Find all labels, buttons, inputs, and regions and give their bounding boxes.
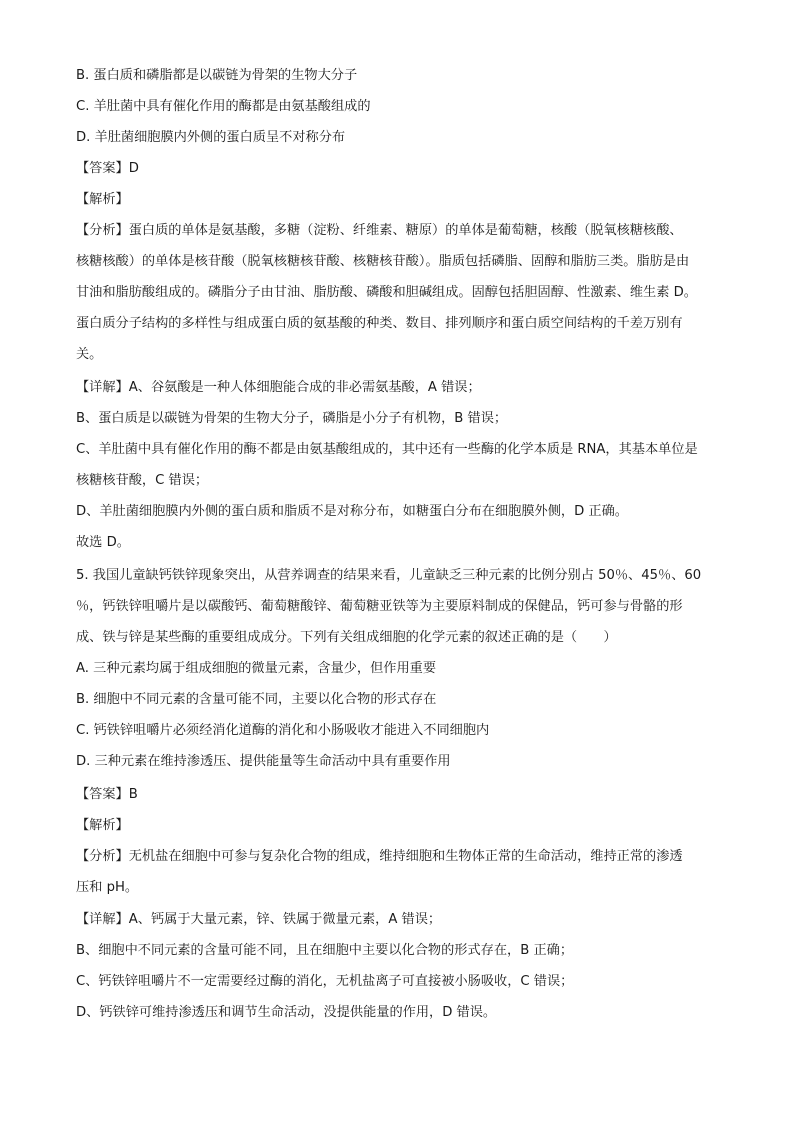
analysis-text-line: 甘油和脂肪酸组成的。磷脂分子由甘油、脂肪酸、磷酸和胆碱组成。固醇包括胆固醇、性激素、维生素 D。 (76, 285, 697, 300)
option-c: C. 钙铁锌咀嚼片必须经消化道酶的消化和小肠吸收才能进入不同细胞内 (76, 723, 490, 738)
detail-text-line: 核糖核苷酸，C 错误； (76, 473, 209, 488)
analysis-text-line: 压和 pH。 (76, 880, 139, 895)
option-b: B. 蛋白质和磷脂都是以碳链为骨架的生物大分子 (76, 68, 358, 83)
conclusion-line: 故选 D。 (76, 535, 130, 550)
detail-text-line: D、羊肚菌细胞膜内外侧的蛋白质和脂质不是对称分布，如糖蛋白分布在细胞膜外侧，D 正确。 (76, 504, 628, 519)
option-d: D. 三种元素在维持渗透压、提供能量等生命活动中具有重要作用 (76, 754, 451, 769)
analysis-text-line: 蛋白质分子结构的多样性与组成蛋白质的氨基酸的种类、数目、排列顺序和蛋白质空间结构的千差万别有 (76, 316, 683, 331)
option-d: D. 羊肚菌细胞膜内外侧的蛋白质呈不对称分布 (76, 130, 346, 145)
detail-text-line: B、细胞中不同元素的含量可能不同，且在细胞中主要以化合物的形式存在，B 正确； (76, 943, 574, 958)
detail-text-line: 【详解】A、谷氨酸是一种人体细胞能合成的非必需氨基酸，A 错误； (76, 380, 481, 395)
option-a: A. 三种元素均属于组成细胞的微量元素，含量少，但作用重要 (76, 661, 437, 676)
analysis-text-line: 【分析】蛋白质的单体是氨基酸，多糖（淀粉、纤维素、糖原）的单体是葡萄糖，核酸（脱氧核糖核酸、 (76, 223, 683, 238)
detail-text-line: D、钙铁锌可维持渗透压和调节生命活动，没提供能量的作用，D 错误。 (76, 1005, 497, 1020)
answer-label: 【答案】D (76, 161, 139, 176)
analysis-heading: 【解析】 (76, 192, 129, 207)
detail-text-line: 【详解】A、钙属于大量元素，锌、铁属于微量元素，A 错误； (76, 912, 442, 927)
answer-label: 【答案】B (76, 787, 138, 802)
detail-text-line: C、钙铁锌咀嚼片不一定需要经过酶的消化，无机盐离子可直接被小肠吸收，C 错误； (76, 974, 574, 989)
analysis-text-line: 【分析】无机盐在细胞中可参与复杂化合物的组成，维持细胞和生物体正常的生命活动，维持正常的渗透 (76, 849, 683, 864)
analysis-heading: 【解析】 (76, 818, 129, 833)
detail-text-line: C、羊肚菌中具有催化作用的酶不都是由氨基酸组成的，其中还有一些酶的化学本质是 RNA，其基本单位是 (76, 442, 698, 457)
question-stem-line: ％，钙铁锌咀嚼片是以碳酸钙、葡萄糖酸锌、葡萄糖亚铁等为主要原料制成的保健品，钙可参与骨骼的形 (76, 599, 683, 614)
question-stem-line: 5. 我国儿童缺钙铁锌现象突出，从营养调查的结果来看，儿童缺乏三种元素的比例分别占 50％、45％、60 (76, 568, 702, 583)
analysis-text-line: 核糖核酸）的单体是核苷酸（脱氧核糖核苷酸、核糖核苷酸）。脂质包括磷脂、固醇和脂肪三类。脂肪是由 (76, 254, 690, 269)
analysis-text-line: 关。 (76, 347, 103, 362)
question-stem-line: 成、铁与锌是某些酶的重要组成成分。下列有关组成细胞的化学元素的叙述正确的是（ ） (76, 630, 617, 645)
detail-text-line: B、蛋白质是以碳链为骨架的生物大分子，磷脂是小分子有机物，B 错误； (76, 411, 508, 426)
option-c: C. 羊肚菌中具有催化作用的酶都是由氨基酸组成的 (76, 99, 371, 114)
option-b: B. 细胞中不同元素的含量可能不同，主要以化合物的形式存在 (76, 692, 437, 707)
